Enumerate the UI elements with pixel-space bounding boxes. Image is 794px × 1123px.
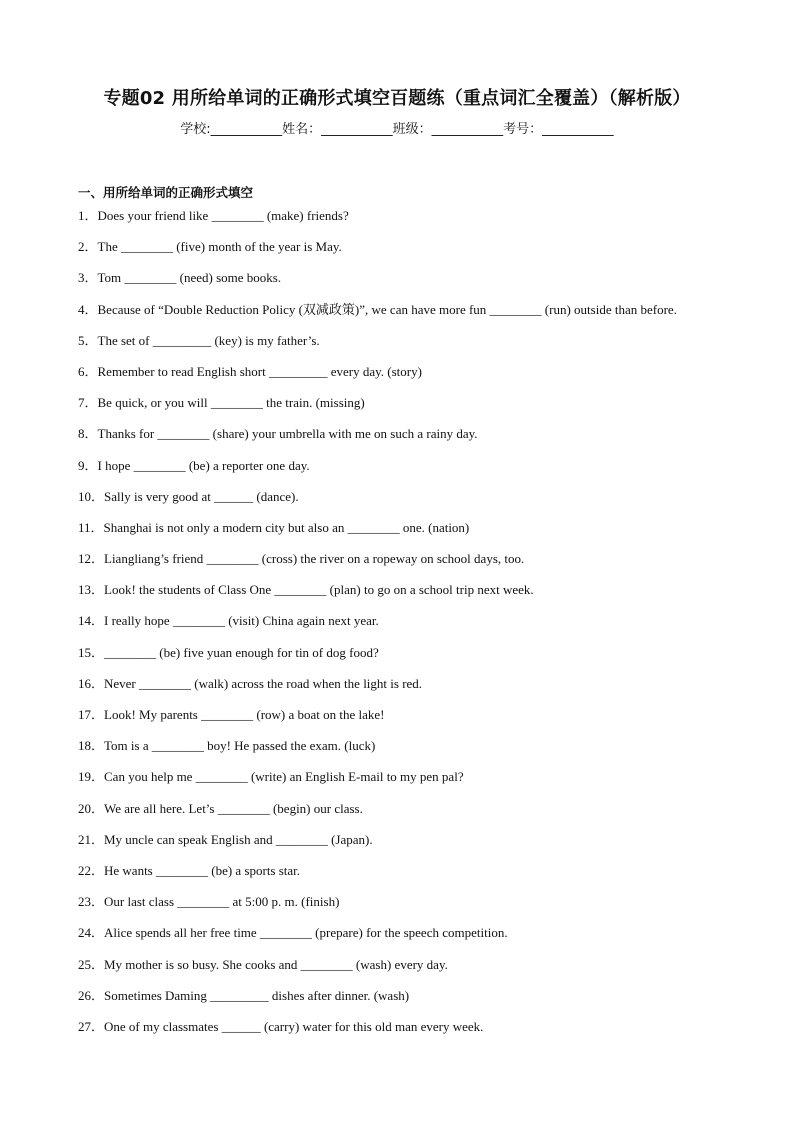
question-item: 3．Tom ________ (need) some books. (78, 270, 282, 286)
question-item: 9．I hope ________ (be) a reporter one day. (78, 457, 310, 473)
question-item: 8．Thanks for ________ (share) your umbrella with me on such a rainy day. (78, 426, 478, 442)
question-item: 7．Be quick, or you will ________ the train. (missing) (78, 395, 365, 411)
question-item: 24．Alice spends all her free time ________ (prepare) for the speech competition. (78, 925, 508, 941)
question-item: 14．I really hope ________ (visit) China again next year. (78, 613, 379, 629)
question-item: 10．Sally is very good at ______ (dance). (78, 488, 299, 504)
student-info-line: 学校:___________姓名：___________班级：___________考号：___________ (180, 122, 614, 137)
question-item: 4．Because of “Double Reduction Policy (双减政策)”, we can have more fun ________ (run) outside than before. (78, 301, 677, 317)
question-item: 20．We are all here. Let’s ________ (begin) our class. (78, 800, 363, 816)
question-item: 25．My mother is so busy. She cooks and ________ (wash) every day. (78, 956, 448, 972)
question-item: 13．Look! the students of Class One ________ (plan) to go on a school trip next week. (78, 582, 534, 598)
question-item: 17．Look! My parents ________ (row) a boat on the lake! (78, 707, 385, 722)
question-item: 12．Liangliang’s friend ________ (cross) the river on a ropeway on school days, too. (78, 551, 525, 567)
question-item: 18．Tom is a ________ boy! He passed the exam. (luck) (78, 738, 376, 754)
question-item: 1．Does your friend like ________ (make) friends? (78, 208, 349, 223)
section-heading: 一、用所给单词的正确形式填空 (78, 185, 254, 200)
document-title: 专题02 用所给单词的正确形式填空百题练（重点词汇全覆盖）（解析版） (103, 88, 691, 109)
question-item: 23．Our last class ________ at 5:00 p. m. (finish) (78, 894, 340, 910)
question-item: 15．________ (be) five yuan enough for tin of dog food? (78, 644, 379, 660)
question-item: 5．The set of _________ (key) is my father’s. (78, 332, 320, 348)
question-item: 19．Can you help me ________ (write) an English E-mail to my pen pal? (78, 769, 464, 785)
question-item: 21．My uncle can speak English and ________ (Japan). (78, 831, 373, 847)
question-item: 22．He wants ________ (be) a sports star. (78, 862, 301, 878)
question-item: 16．Never ________ (walk) across the road when the light is red. (78, 675, 423, 691)
question-item: 11．Shanghai is not only a modern city but also an ________ one. (nation) (78, 519, 470, 535)
question-item: 6．Remember to read English short _________ every day. (story) (78, 363, 422, 379)
question-item: 27．One of my classmates ______ (carry) water for this old man every week. (78, 1018, 484, 1034)
question-item: 26．Sometimes Daming _________ dishes after dinner. (wash) (78, 987, 410, 1003)
question-list (78, 205, 677, 1047)
question-item: 2．The ________ (five) month of the year is May. (78, 239, 342, 255)
